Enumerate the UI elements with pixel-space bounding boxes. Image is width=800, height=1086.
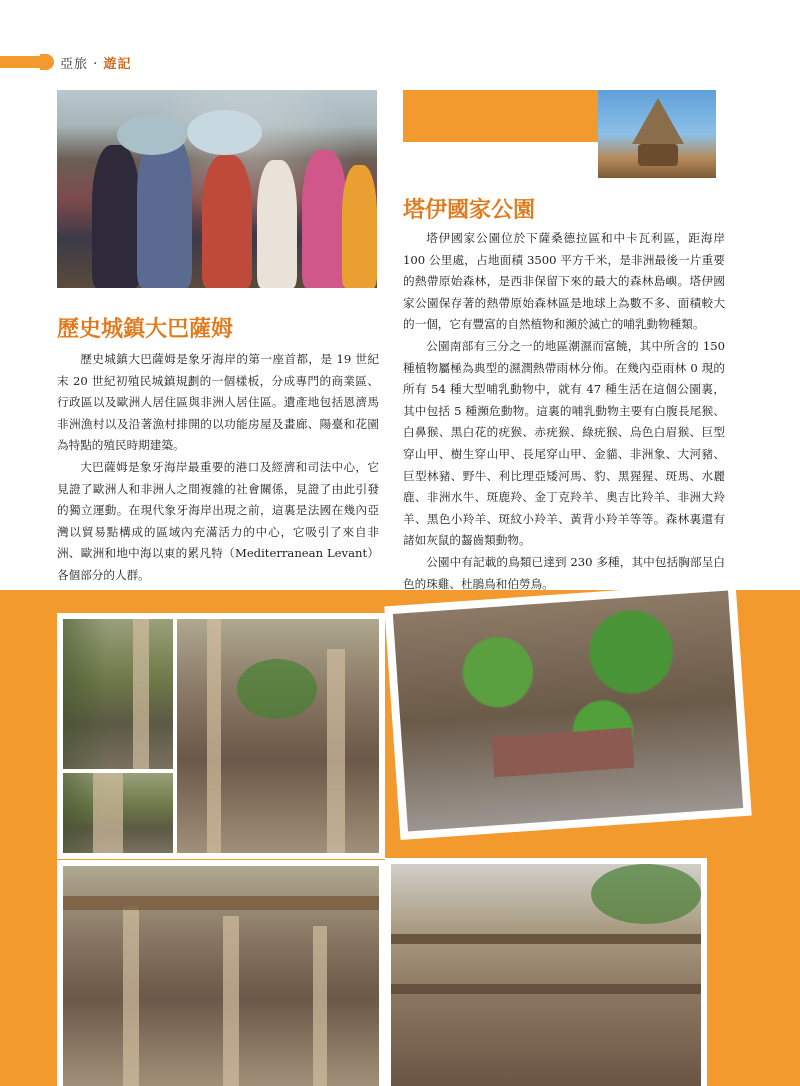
tree-roots-photo bbox=[393, 591, 743, 832]
colonial-building-frame-2 bbox=[385, 858, 707, 1086]
ruins-photo-small bbox=[63, 619, 173, 769]
market-street-photo bbox=[57, 90, 377, 288]
left-paragraph-2: 大巴薩姆是象牙海岸最重要的港口及經濟和司法中心，它見證了歐洲人和非洲人之間複雜的社會關係，見證了由此引發的獨立運動。在現代象牙海岸出現之前，這裏是法國在幾內亞灣以貿易點構成的區域內充滿活力的中心，它吸引了來自非洲、歐洲和地中海以東的累凡特（Mediterranean Levant）各個部分的人群。 bbox=[57, 459, 379, 582]
left-article-body bbox=[57, 349, 379, 587]
section-label: 亞旅 bbox=[60, 57, 89, 72]
colonial-facade-photo bbox=[391, 864, 701, 1086]
category-label: 遊記 bbox=[103, 57, 132, 72]
ruins-photo-column bbox=[63, 773, 173, 853]
header-accent-tab bbox=[40, 54, 54, 70]
colonial-building-frame-1 bbox=[57, 860, 385, 1086]
right-paragraph-2: 公園南部有三分之一的地區潮濕而富饒，其中所含的 150 種植物屬極為典型的濕潤熱帶雨林分佈。在幾內亞雨林 0 現的所有 54 種大型哺乳動物中，就有 47 種生活在這個公園裏，其中包括 5 種瀕危動物。這裏的哺乳動物主要有白腹長尾猴、白鼻猴、黑白花的疣猴、赤疣猴、綠疣猴、烏色白眉猴、巨型穿山甲、樹生穿山甲、長尾穿山甲、金貓、非洲象、大河豬、巨型林豬、野牛、利比理亞矮河馬、豹、黑猩猩、斑馬、水麗鹿、非洲水牛、斑鹿羚、金丁克羚羊、奧吉比羚羊、非洲大羚羊、黑色小羚羊、斑紋小羚羊、黃背小羚羊等等。森林裏還有諸如灰鼠的齧齒類動物。 bbox=[403, 338, 725, 548]
header-accent-bar bbox=[0, 56, 40, 68]
right-paragraph-1: 塔伊國家公園位於下薩桑德拉區和中卡瓦利區，距海岸 100 公里處，占地面積 3500 平方千米，是非洲最後一片重要的熱帶原始森林，是西非保留下來的最大的森林島嶼。塔伊國家公園保存著的熱帶原始森林區是地球上為數不多、面積較大的一個，它有豐富的自然植物和瀕於滅亡的哺乳動物種類。 bbox=[403, 231, 725, 332]
left-paragraph-1: 歷史城鎮大巴薩姆是象牙海岸的第一座首都，是 19 世紀末 20 世紀初殖民城鎮規劃的一個樣板，分成專門的商業區、行政區以及歐洲人居住區與非洲人居住區。遺產地包括恩濟馬非洲漁村以及沿著漁村排開的以功能房屋及畫廊、陽臺和花園為特點的殖民時期建築。 bbox=[57, 352, 379, 453]
traditional-hut-photo bbox=[598, 90, 716, 178]
ruins-photo-overgrown bbox=[177, 619, 379, 853]
ruins-photo-frame-1 bbox=[57, 613, 385, 859]
right-paragraph-3: 公園中有記載的鳥類已達到 230 多種，其中包括胸部呈白色的珠雞、杜鵑鳥和伯勞鳥。 bbox=[403, 554, 725, 591]
header-separator: · bbox=[93, 57, 99, 72]
left-article-title: 歷史城鎮大巴薩姆 bbox=[57, 317, 234, 342]
right-article-title: 塔伊國家公園 bbox=[403, 198, 536, 223]
colonial-veranda-photo bbox=[63, 866, 379, 1086]
section-header bbox=[60, 53, 131, 72]
right-article-body bbox=[403, 228, 725, 595]
tree-roots-photo-frame bbox=[384, 582, 751, 840]
